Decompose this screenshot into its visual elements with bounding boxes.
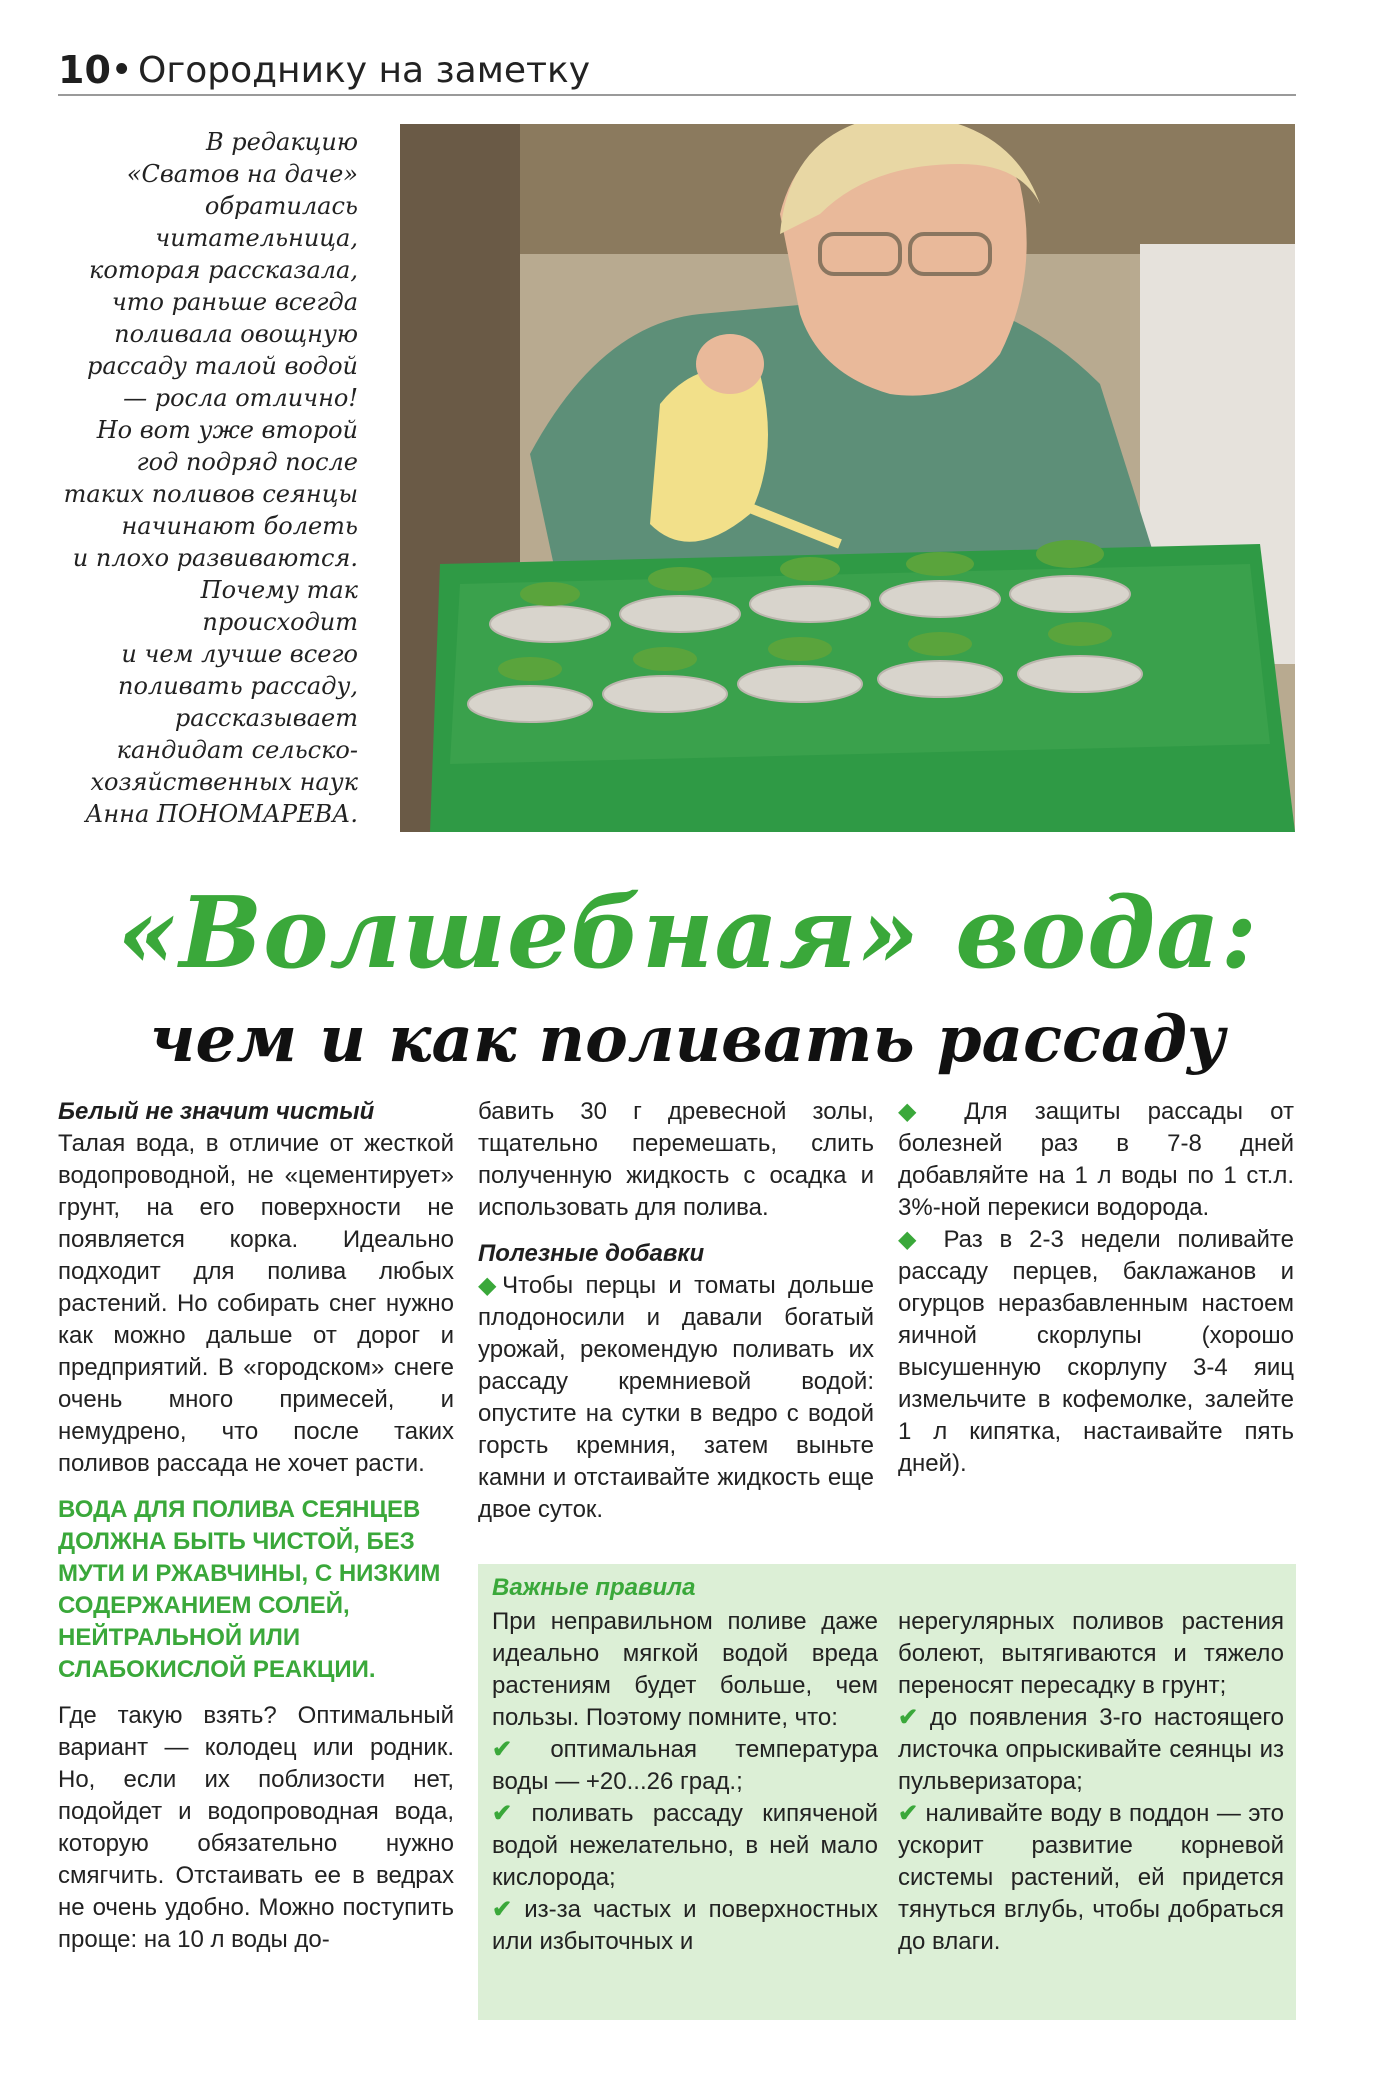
bullet-item: ◆Чтобы перцы и томаты дольше плодоносили и давали богатый урожай, рекомендую поливать их рассаду кремниевой водой: опустите на сутки в ведро с водой горсть кремния, затем выньте камни и отстаивайте жидкость еще двое суток. xyxy=(478,1272,874,1523)
lead-line: начинают болеть xyxy=(121,512,358,540)
rule-item: ✔ поливать рассаду кипяченой водой нежелательно, в ней мало кислорода; xyxy=(492,1800,878,1891)
rule-item: ✔ из-за частых и поверхностных или избыточных и xyxy=(492,1896,878,1955)
checkmark-icon: ✔ xyxy=(492,1896,513,1923)
article-column-1 xyxy=(58,1096,454,1956)
section-heading: Белый не значит чистый xyxy=(58,1098,375,1125)
diamond-bullet-icon: ◆ xyxy=(478,1272,503,1299)
lead-line: читательница, xyxy=(155,224,358,252)
lead-line: хозяйственных наук xyxy=(90,768,358,796)
lead-line: Но вот уже второй xyxy=(96,416,358,444)
lead-line: и чем лучше всего xyxy=(121,640,358,668)
lead-line: Почему так xyxy=(200,576,358,604)
diamond-bullet-icon: ◆ xyxy=(898,1226,927,1253)
bullet-item: ◆ Раз в 2-3 недели поливайте рассаду перцев, баклажанов и огурцов неразбавленным настоем яичной скорлупы (хорошо высушенную скорлупу 3-4 яиц измельчите в кофемолке, залейте 1 л кипятка, настаивайте пять дней). xyxy=(898,1226,1294,1477)
rule-item: ✔ наливайте воду в поддон — это ускорит развитие корневой системы растений, ей придется тянуться вглубь, чтобы добраться до влаги. xyxy=(898,1800,1284,1955)
lead-line: и плохо развиваются. xyxy=(72,544,358,572)
rule-item-continued: нерегулярных поливов растения болеют, вытягиваются и тяжело переносят пересадку в грунт; xyxy=(898,1608,1284,1699)
lead-line: происходит xyxy=(202,608,358,636)
lead-line: поливать рассаду, xyxy=(118,672,358,700)
page-header xyxy=(58,44,1296,96)
article-column-3 xyxy=(898,1096,1294,1480)
lead-paragraph xyxy=(40,126,358,830)
diamond-bullet-icon: ◆ xyxy=(898,1098,938,1125)
section-heading: Полезные добавки xyxy=(478,1240,705,1267)
lead-line: рассказывает xyxy=(174,704,358,732)
article-subtitle: чем и как поливать рассаду xyxy=(149,1002,1226,1077)
article-column-2 xyxy=(478,1096,874,1526)
lead-line: Анна ПОНОМАРЕВА. xyxy=(85,800,358,828)
lead-line: «Сватов на даче» xyxy=(126,160,358,188)
paragraph: бавить 30 г древесной золы, тщательно перемешать, слить полученную жидкость с осадка и использовать для полива. xyxy=(478,1098,874,1221)
lead-line: таких поливов сеянцы xyxy=(63,480,358,508)
section-title: Огороднику на заметку xyxy=(138,50,591,91)
rule-item: ✔ оптимальная температура воды — +20...26 град.; xyxy=(492,1736,878,1795)
rule-item: ✔ до появления 3-го настоящего листочка опрыскивайте сеянцы из пульверизатора; xyxy=(898,1704,1284,1795)
article-title: «Волшебная» вода: xyxy=(117,876,1258,991)
box-column-2 xyxy=(898,1606,1284,1958)
watering-seedlings-image xyxy=(400,124,1295,832)
box-intro: При неправильном поливе даже идеально мягкой водой вреда растениям будет больше, чем пользы. Поэтому помните, что: xyxy=(492,1608,878,1731)
lead-line: которая рассказала, xyxy=(89,256,358,284)
checkmark-icon: ✔ xyxy=(492,1736,513,1763)
checkmark-icon: ✔ xyxy=(492,1800,513,1827)
bullet-item: ◆ Для защиты рассады от болезней раз в 7-8 дней добавляйте на 1 л воды по 1 ст.л. 3%-ной перекиси водорода. xyxy=(898,1098,1294,1221)
checkmark-icon: ✔ xyxy=(898,1800,919,1827)
paragraph: Талая вода, в отличие от жесткой водопроводной, не «цементирует» грунт, на его поверхности не появляется корка. Идеально подходит для полива любых растений. Но собирать снег нужно как можно дальше от дорог и предприятий. В «городском» снеге очень много примесей, и немудрено, что после таких поливов рассада не хочет расти. xyxy=(58,1130,454,1477)
lead-line: рассаду талой водой xyxy=(86,352,358,380)
lead-line: кандидат сельско- xyxy=(116,736,358,764)
box-column-1 xyxy=(492,1606,878,1958)
callout-text: ВОДА ДЛЯ ПОЛИВА СЕЯНЦЕВ ДОЛЖНА БЫТЬ ЧИСТОЙ, БЕЗ МУТИ И РЖАВЧИНЫ, С НИЗКИМ СОДЕРЖАНИЕМ СОЛЕЙ, НЕЙТРАЛЬНОЙ ИЛИ СЛАБОКИСЛОЙ РЕАКЦИИ. xyxy=(58,1496,441,1683)
lead-line: год подряд после xyxy=(136,448,358,476)
lead-line: обратилась xyxy=(204,192,358,220)
separator: • xyxy=(115,48,129,90)
rules-box xyxy=(478,1564,1296,2020)
box-heading: Важные правила xyxy=(492,1574,696,1601)
paragraph: Где такую взять? Оптимальный вариант — колодец или родник. Но, если их поблизости нет, подойдет и водопроводная вода, которую обязательно нужно смягчить. Отстаивать ее в ведрах не очень удобно. Можно поступить проще: на 10 л воды до- xyxy=(58,1702,454,1953)
lead-line: поливала овощную xyxy=(114,320,358,348)
lead-line: В редакцию xyxy=(205,128,358,156)
checkmark-icon: ✔ xyxy=(898,1704,919,1731)
article-photo xyxy=(400,124,1295,832)
lead-line: — росла отлично! xyxy=(123,384,358,412)
page-number: 10 xyxy=(58,48,111,92)
lead-line: что раньше всегда xyxy=(111,288,358,316)
